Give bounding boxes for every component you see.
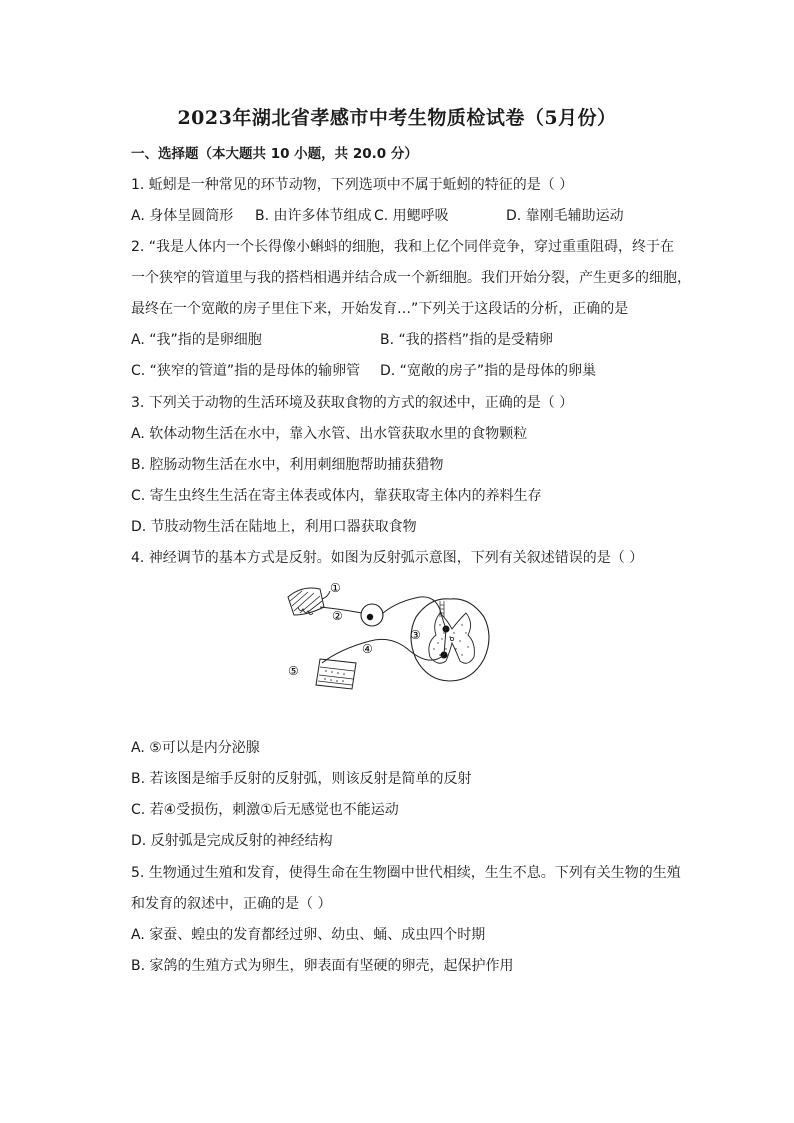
q2-option-a: A. “我”指的是卵细胞 — [131, 332, 262, 348]
receptor-skin-patch — [288, 588, 324, 615]
q5-option-a: A. 家蚕、蝗虫的发育都经过卵、幼虫、蛹、成虫四个时期 — [131, 927, 486, 943]
reflex-arc-diagram — [280, 577, 510, 695]
ganglion-cell-body — [367, 614, 373, 620]
question-5-line-1: 5. 生物通过生殖和发育，使得生命在生物圈中世代相续，生生不息。下列有关生物的生殖 — [131, 865, 681, 881]
q4-option-c: C. 若④受损伤，刺激①后无感觉也不能运动 — [131, 802, 399, 818]
q1-option-a: A. 身体呈圆筒形 — [131, 208, 234, 224]
page-title: 2023年湖北省孝感市中考生物质检试卷（5月份） — [177, 107, 617, 129]
label-1: ① — [330, 581, 341, 595]
section-heading: 一、选择题（本大题共 10 小题，共 20.0 分） — [131, 146, 418, 162]
spinal-cord-outline — [411, 599, 489, 681]
q3-option-a: A. 软体动物生活在水中，靠入水管、出水管获取水里的食物颗粒 — [131, 426, 528, 442]
label-4: ④ — [362, 642, 373, 656]
q4-option-a: A. ⑤可以是内分泌腺 — [131, 740, 260, 756]
question-1-options — [131, 207, 691, 225]
question-2-options-ab — [131, 331, 691, 349]
label-3: ③ — [410, 628, 421, 642]
question-2-line-2: 一个狭窄的管道里与我的搭档相遇并结合成一个新细胞。我们开始分裂，产生更多的细胞， — [131, 270, 691, 286]
label-5: ⑤ — [288, 664, 299, 678]
question-5-line-2: 和发育的叙述中，正确的是（ ） — [131, 896, 332, 912]
question-4-stem: 4. 神经调节的基本方式是反射。如图为反射弧示意图，下列有关叙述错误的是（ ） — [131, 550, 644, 566]
q5-option-b: B. 家鸽的生殖方式为卵生，卵表面有坚硬的卵壳，起保护作用 — [131, 958, 514, 974]
effector-muscle — [316, 659, 356, 689]
q3-option-d: D. 节肢动物生活在陆地上，利用口器获取食物 — [131, 519, 417, 535]
q1-option-d: D. 靠刚毛辅助运动 — [506, 208, 624, 224]
gray-matter — [429, 613, 475, 663]
question-2-options-cd — [131, 362, 691, 380]
q1-option-c: C. 用鳃呼吸 — [374, 208, 449, 224]
question-2-line-3: 最终在一个宽敞的房子里住下来，开始发育…”下列关于这段话的分析，正确的是 — [131, 301, 629, 317]
q2-option-c: C. “狭窄的管道”指的是母体的输卵管 — [131, 363, 361, 379]
question-3-stem: 3. 下列关于动物的生活环境及获取食物的方式的叙述中，正确的是（ ） — [131, 395, 574, 411]
q4-option-b: B. 若该图是缩手反射的反射弧，则该反射是简单的反射 — [131, 771, 472, 787]
question-1-stem: 1. 蚯蚓是一种常见的环节动物，下列选项中不属于蚯蚓的特征的是（ ） — [131, 177, 574, 193]
q2-option-d: D. “宽敞的房子”指的是母体的卵巢 — [380, 363, 597, 379]
question-2-line-1: 2. “我是人体内一个长得像小蝌蚪的细胞，我和上亿个同伴竞争，穿过重重阻碍，终于在 — [131, 239, 675, 255]
q3-option-c: C. 寄生虫终生生活在寄主体表或体内，靠获取寄主体内的养料生存 — [131, 488, 542, 504]
q2-option-b: B. “我的搭档”指的是受精卵 — [380, 332, 554, 348]
q4-option-d: D. 反射弧是完成反射的神经结构 — [131, 833, 333, 849]
q1-option-b: B. 由许多体节组成 — [255, 208, 372, 224]
label-2: ② — [332, 609, 343, 623]
q3-option-b: B. 腔肠动物生活在水中，利用刺细胞帮助捕获猎物 — [131, 457, 444, 473]
